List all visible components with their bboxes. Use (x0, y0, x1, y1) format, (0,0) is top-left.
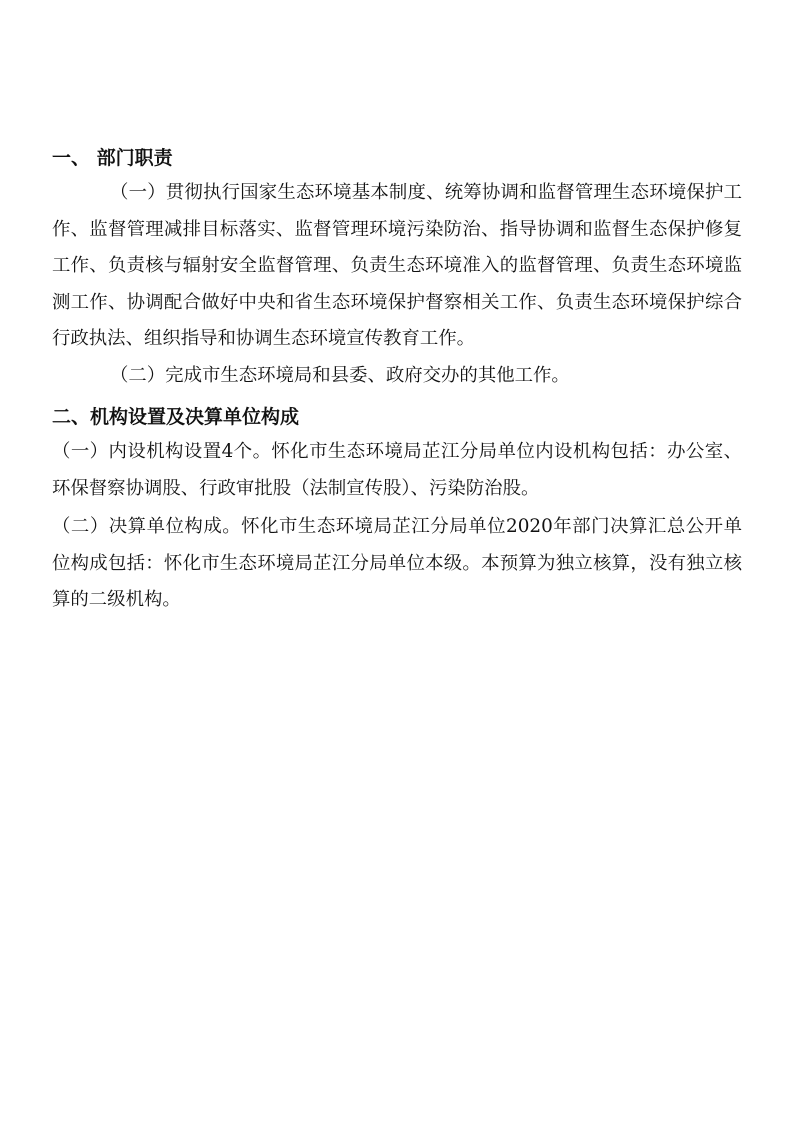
section-heading-duties: 一、 部门职责 (52, 147, 173, 169)
section-heading-organization: 二、机构设置及决算单位构成 (52, 406, 300, 428)
duties-paragraph-1: （一）贯彻执行国家生态环境基本制度、统筹协调和监督管理生态环境保护工作、监督管理减排目标落实、监督管理环境污染防治、指导协调和监督生态保护修复工作、负责核与辐射安全监督管理、负责生态环境准入的监督管理、负责生态环境监测工作、协调配合做好中央和省生态环境保护督察相关工作、负责生态环境保护综合行政执法、组织指导和协调生态环境宣传教育工作。 (52, 182, 742, 349)
document-body (52, 138, 742, 619)
organization-paragraph-1: （一）内设机构设置4个。怀化市生态环境局芷江分局单位内设机构包括：办公室、环保督察协调股、行政审批股（法制宣传股）、污染防治股。 (52, 441, 742, 499)
organization-paragraph-2: （二）决算单位构成。怀化市生态环境局芷江分局单位2020年部门决算汇总公开单位构成包括：怀化市生态环境局芷江分局单位本级。本预算为独立核算，没有独立核算的二级机构。 (52, 516, 742, 610)
duties-paragraph-2: （二）完成市生态环境局和县委、政府交办的其他工作。 (110, 364, 570, 386)
